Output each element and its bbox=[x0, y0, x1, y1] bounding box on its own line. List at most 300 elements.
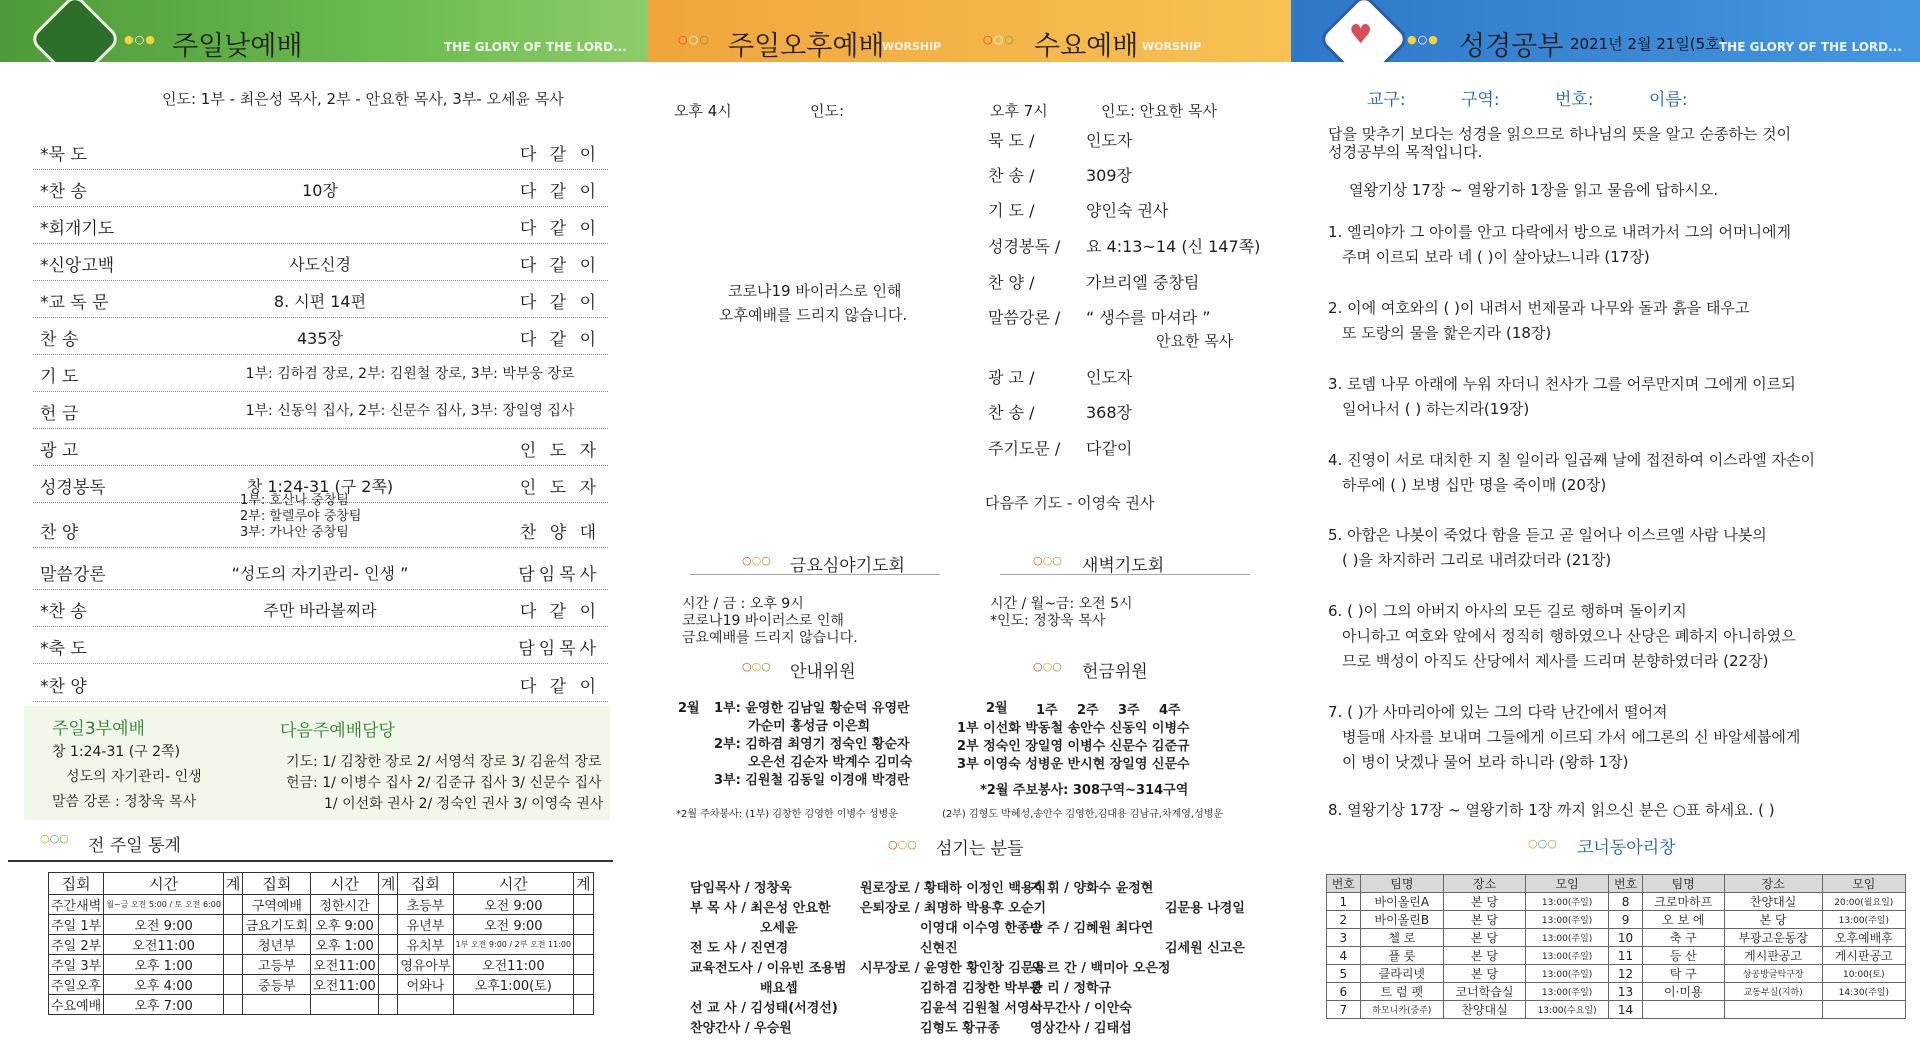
stats-cell bbox=[378, 935, 398, 955]
stats-cell: 초등부 bbox=[398, 895, 453, 915]
servant-line: 전 도 사 / 진연경 bbox=[690, 941, 789, 956]
club-cell: 본 당 bbox=[1444, 929, 1526, 947]
club-header: 모임 bbox=[1525, 875, 1608, 893]
club-row bbox=[1327, 893, 1906, 911]
club-cell: 축 구 bbox=[1642, 929, 1724, 947]
wed-content: “ 생수를 마셔라 ” bbox=[1086, 308, 1211, 327]
divider bbox=[33, 243, 608, 244]
divider bbox=[33, 701, 608, 702]
question-line: 4. 진영이 서로 대치한 지 칠 일이라 일곱째 날에 접전하여 이스라엘 자손이 bbox=[1328, 451, 1815, 469]
servant-line: 부 목 사 / 최은성 안요한 bbox=[690, 901, 831, 916]
stats-cell: 오후 1:00 bbox=[311, 935, 379, 955]
servant-line: 시무장로 / 윤영한 황인창 김문용 bbox=[860, 961, 1047, 976]
stats-cell: 오후 4:00 bbox=[104, 975, 224, 995]
dots-icon: ○○○ bbox=[678, 33, 710, 46]
stats-header: 계 bbox=[223, 873, 243, 895]
stats-cell: 금요기도회 bbox=[243, 915, 311, 935]
wed-content: 인도자 bbox=[1086, 368, 1133, 387]
club-cell: 본 당 bbox=[1444, 911, 1526, 929]
divider bbox=[33, 547, 608, 548]
divider bbox=[33, 169, 608, 170]
servant-line: 이영대 이수영 한종승 bbox=[920, 921, 1043, 936]
club-row bbox=[1327, 929, 1906, 947]
order-by: 담임목사 bbox=[518, 639, 600, 659]
friday-line-2: 코로나19 바이러스로 인해 bbox=[682, 613, 844, 629]
offering-line: 3부 이영숙 성병운 반시현 장일영 신문수 bbox=[957, 757, 1190, 772]
club-cell: 하모니카(중주) bbox=[1360, 1001, 1444, 1019]
club-cell bbox=[1724, 1001, 1822, 1019]
club-title: 코너동아리창 bbox=[1577, 838, 1676, 858]
club-cell: 바이올린B bbox=[1360, 911, 1444, 929]
choir-2: 2부: 할렐루야 중창팀 bbox=[240, 509, 362, 524]
club-cell: 14:30(주일) bbox=[1822, 983, 1905, 1001]
sunday-leaders: 인도: 1부 - 최은성 목사, 2부 - 안요한 목사, 3부- 오세윤 목사 bbox=[162, 90, 564, 108]
stats-cell: 오전11:00 bbox=[311, 975, 379, 995]
stats-row bbox=[49, 895, 594, 915]
divider bbox=[33, 280, 608, 281]
divider bbox=[8, 860, 613, 862]
servant-line: 선 교 사 / 김성태(서경선) bbox=[690, 1001, 838, 1016]
servant-line: 원로장로 / 황태하 이정인 백용식 bbox=[860, 881, 1047, 896]
ushers-month: 2월 bbox=[678, 701, 700, 716]
question-line: 므로 백성이 아직도 산당에서 제사를 드리며 분향하였더라 (22장) bbox=[1342, 652, 1769, 670]
club-row bbox=[1327, 965, 1906, 983]
order-item: *교 독 문 bbox=[40, 293, 109, 313]
wed-item: 광 고 / bbox=[988, 368, 1035, 387]
stats-header: 집회 bbox=[243, 873, 311, 895]
club-cell: 8 bbox=[1609, 893, 1643, 911]
worship-tag: WORSHIP bbox=[882, 40, 942, 53]
stats-table bbox=[48, 872, 594, 1015]
afternoon-notice-2: 오후예배를 드리지 않습니다. bbox=[719, 306, 908, 324]
order-by: 찬 양 대 bbox=[519, 523, 600, 543]
club-header: 팀명 bbox=[1642, 875, 1724, 893]
dawn-line-2: *인도: 정창욱 목사 bbox=[990, 613, 1106, 629]
stats-cell: 오후 1:00 bbox=[104, 955, 224, 975]
bible-tag: THE GLORY OF THE LORD... bbox=[1719, 40, 1902, 54]
third-text: 창 1:24-31 (구 2쪽) bbox=[52, 744, 181, 760]
club-cell: 13:00(주일) bbox=[1525, 947, 1608, 965]
order-by: 다 같 이 bbox=[519, 602, 600, 622]
ushers-title: 안내위원 bbox=[790, 662, 856, 682]
offering-title: 헌금위원 bbox=[1082, 662, 1148, 682]
club-cell: 13:00(주일) bbox=[1525, 911, 1608, 929]
order-by: 다 같 이 bbox=[519, 677, 600, 697]
friday-title: 금요심야기도회 bbox=[790, 556, 905, 576]
servant-line: 사무간사 / 이안숙 bbox=[1030, 1001, 1132, 1016]
bible-intro-2: 성경공부의 목적입니다. bbox=[1328, 143, 1483, 161]
question-line: 아니하고 여호와 앞에서 정직히 행하였으나 산당은 폐하지 아니하였으 bbox=[1342, 627, 1796, 645]
stats-cell: 1부 오전 9:00 / 2부 오전 11:00 bbox=[453, 935, 574, 955]
stats-cell bbox=[398, 995, 453, 1015]
club-cell: 찬양대실 bbox=[1444, 1001, 1526, 1019]
club-cell: 10:00(토) bbox=[1822, 965, 1905, 983]
stats-header: 시간 bbox=[311, 873, 379, 895]
dawn-title: 새벽기도회 bbox=[1082, 556, 1165, 576]
order-item: *찬 양 bbox=[40, 677, 87, 697]
third-preacher: 말씀 강론 : 정창욱 목사 bbox=[52, 794, 197, 810]
wed-item: 묵 도 / bbox=[988, 131, 1035, 150]
club-cell: 2 bbox=[1327, 911, 1361, 929]
stats-cell bbox=[223, 915, 243, 935]
servant-line: 은퇴장로 / 최명하 박용후 오순기 bbox=[860, 901, 1047, 916]
club-cell: 13 bbox=[1609, 983, 1643, 1001]
club-cell bbox=[1642, 1001, 1724, 1019]
wed-content: 309장 bbox=[1086, 166, 1132, 185]
usher-line: 오은선 김순자 박계수 김미숙 bbox=[748, 755, 913, 770]
wed-content: 가브리엘 중창팀 bbox=[1086, 273, 1200, 292]
club-cell: 첼 로 bbox=[1360, 929, 1444, 947]
servant-line: 교육전도사 / 이유빈 조용범 bbox=[690, 961, 847, 976]
club-cell: 13:00(주일) bbox=[1525, 965, 1608, 983]
next-prayer: 기도: 1/ 김창한 장로 2/ 서영석 장로 3/ 김윤석 장로 bbox=[286, 754, 602, 770]
order-content: 창 1:24-31 (구 2쪽) bbox=[246, 477, 394, 496]
stats-cell bbox=[223, 935, 243, 955]
bible-field-label: 구역: bbox=[1461, 90, 1500, 110]
wednesday-preacher: 안요한 목사 bbox=[1156, 332, 1234, 350]
club-cell: 13:00(주일) bbox=[1525, 929, 1608, 947]
question-line: ( )을 차지하러 그리로 내려갔더라 (21장) bbox=[1342, 551, 1612, 569]
order-by: 인 도 자 bbox=[519, 441, 600, 461]
club-cell: 부광고운동장 bbox=[1724, 929, 1822, 947]
offering-line: 2부 정숙인 장일영 이병수 신문수 김준규 bbox=[957, 739, 1190, 754]
dots-icon: ○○○ bbox=[1528, 837, 1557, 850]
bible-field-label: 이름: bbox=[1649, 90, 1688, 110]
club-row bbox=[1327, 911, 1906, 929]
club-cell: 탁 구 bbox=[1642, 965, 1724, 983]
divider bbox=[33, 589, 608, 590]
usher-line: 1부: 윤영한 김남일 황순덕 유영란 bbox=[714, 701, 910, 716]
servant-line: 반 주 / 김혜원 최다연 bbox=[1030, 921, 1154, 936]
stats-cell: 청년부 bbox=[243, 935, 311, 955]
stats-cell: 오전 9:00 bbox=[453, 895, 574, 915]
stats-cell: 주간새벽 bbox=[49, 895, 104, 915]
club-cell: 클라리넷 bbox=[1360, 965, 1444, 983]
order-content: 1부: 신동익 집사, 2부: 신문수 집사, 3부: 장일영 집사 bbox=[245, 403, 575, 419]
offering-note-2: (2부) 김형도 박혜성,송안수 김영한,김대용 김남규,차계영,성병운 bbox=[942, 809, 1224, 820]
usher-line: 2부: 김하겸 최영기 정숙인 황순자 bbox=[714, 737, 910, 752]
stats-cell: 고등부 bbox=[243, 955, 311, 975]
wed-content: 368장 bbox=[1086, 403, 1132, 422]
club-cell: 6 bbox=[1327, 983, 1361, 1001]
servant-line: 신현진 bbox=[920, 941, 958, 956]
order-item: *찬 송 bbox=[40, 602, 87, 622]
order-by: 다 같 이 bbox=[519, 330, 600, 350]
stats-header: 집회 bbox=[398, 873, 453, 895]
order-item: *묵 도 bbox=[40, 145, 87, 165]
next-offering-2: 1/ 이선화 권사 2/ 정숙인 권사 3/ 이영숙 권사 bbox=[324, 796, 604, 812]
stats-header: 계 bbox=[574, 873, 594, 895]
stats-cell bbox=[378, 995, 398, 1015]
club-cell: 11 bbox=[1609, 947, 1643, 965]
stats-cell: 정한시간 bbox=[311, 895, 379, 915]
bible-field-label: 번호: bbox=[1555, 90, 1594, 110]
wed-item: 주기도문 / bbox=[988, 439, 1061, 458]
stats-cell: 주일 3부 bbox=[49, 955, 104, 975]
dawn-line-1: 시간 / 월~금: 오전 5시 bbox=[990, 596, 1133, 612]
usher-line: 3부: 김원철 김동일 이경애 박경란 bbox=[714, 773, 910, 788]
wed-item: 성경봉독 / bbox=[988, 237, 1061, 256]
next-offering: 헌금: 1/ 이병수 집사 2/ 김준규 집사 3/ 신문수 집사 bbox=[286, 775, 602, 791]
club-cell: 교동부실(지하) bbox=[1724, 983, 1822, 1001]
stats-cell bbox=[223, 895, 243, 915]
question-line: 이 병이 낫겠나 물어 보라 하니라 (왕하 1장) bbox=[1342, 753, 1629, 771]
stats-cell bbox=[378, 955, 398, 975]
afternoon-title: 주일오후예배 bbox=[728, 31, 885, 62]
club-cell: 10 bbox=[1609, 929, 1643, 947]
club-cell: 게시판공고 bbox=[1724, 947, 1822, 965]
stats-cell: 영유아부 bbox=[398, 955, 453, 975]
bible-date: 2021년 2월 21일(5호) bbox=[1570, 35, 1726, 53]
club-header: 팀명 bbox=[1360, 875, 1444, 893]
ushers-note: *2월 주차봉사: (1부) 김창한 김영한 이병수 성병운 bbox=[676, 809, 898, 820]
stats-cell bbox=[453, 995, 574, 1015]
stats-header: 시간 bbox=[453, 873, 574, 895]
club-cell: 14 bbox=[1609, 1001, 1643, 1019]
stats-cell: 월~금 오전 5:00 / 토 오전 6:00 bbox=[104, 895, 224, 915]
wednesday-time: 오후 7시 bbox=[990, 102, 1048, 120]
stats-cell: 오후 9:00 bbox=[311, 915, 379, 935]
question-line: 또 도랑의 물을 핥은지라 (18장) bbox=[1342, 324, 1552, 342]
stats-title: 전 주일 통계 bbox=[88, 836, 181, 856]
divider bbox=[33, 663, 608, 664]
stats-row bbox=[49, 955, 594, 975]
club-row bbox=[1327, 1001, 1906, 1019]
servant-line: 김세원 신고은 bbox=[1165, 941, 1245, 956]
servant-line: 김윤석 김원철 서영석 bbox=[920, 1001, 1043, 1016]
stats-cell: 오후 7:00 bbox=[104, 995, 224, 1015]
wed-item: 말씀강론 / bbox=[988, 308, 1061, 327]
club-cell: 본 당 bbox=[1444, 893, 1526, 911]
stats-row bbox=[49, 935, 594, 955]
wed-item: 기 도 / bbox=[988, 201, 1035, 220]
dots-icon: ○○○ bbox=[40, 832, 69, 845]
stats-cell: 어와나 bbox=[398, 975, 453, 995]
servant-line: 오세윤 bbox=[760, 921, 798, 936]
stats-cell bbox=[378, 895, 398, 915]
stats-cell: 유치부 bbox=[398, 935, 453, 955]
question-line: 주며 이르되 보라 네 ( )이 살아났느니라 (17장) bbox=[1342, 248, 1650, 266]
wed-item: 찬 양 / bbox=[988, 273, 1035, 292]
order-by: 다 같 이 bbox=[519, 293, 600, 313]
club-cell bbox=[1822, 1001, 1905, 1019]
club-cell: 찬양대실 bbox=[1724, 893, 1822, 911]
club-cell: 본 당 bbox=[1444, 965, 1526, 983]
club-cell: 이·미용 bbox=[1642, 983, 1724, 1001]
dots-icon: ○○○ bbox=[888, 838, 917, 851]
choir-1: 1부: 호산나 중창팀 bbox=[240, 493, 349, 508]
offering-week: 1주 bbox=[1036, 703, 1058, 718]
order-item: 찬 양 bbox=[40, 523, 79, 543]
servant-line: 김문용 나경일 bbox=[1165, 901, 1245, 916]
stats-cell: 오전 9:00 bbox=[453, 915, 574, 935]
stats-header: 시간 bbox=[104, 873, 224, 895]
stats-cell: 수요예배 bbox=[49, 995, 104, 1015]
bible-header-band bbox=[1291, 0, 1920, 62]
dots-icon: ○○○ bbox=[1033, 660, 1062, 673]
choir-list bbox=[240, 493, 361, 541]
dots-icon: ○○○ bbox=[742, 554, 771, 567]
order-item: *신앙고백 bbox=[40, 256, 115, 276]
dots-icon: ○○○ bbox=[983, 33, 1015, 46]
dots-icon: ●○● bbox=[124, 33, 156, 46]
usher-line: 가순미 홍성금 이은희 bbox=[748, 719, 871, 734]
club-cell: 상공방글탁구장 bbox=[1724, 965, 1822, 983]
sunday-tag: THE GLORY OF THE LORD... bbox=[444, 40, 627, 54]
club-cell: 1 bbox=[1327, 893, 1361, 911]
club-cell: 오 보 에 bbox=[1642, 911, 1724, 929]
order-by: 인 도 자 bbox=[519, 478, 600, 498]
servant-line: 김형도 황규종 bbox=[920, 1021, 1000, 1036]
afternoon-leader: 인도: bbox=[810, 102, 845, 120]
club-cell: 4 bbox=[1327, 947, 1361, 965]
stats-cell bbox=[574, 995, 594, 1015]
stats-cell bbox=[378, 915, 398, 935]
dots-icon: ○○○ bbox=[742, 660, 771, 673]
stats-cell bbox=[574, 975, 594, 995]
divider bbox=[33, 626, 608, 627]
divider bbox=[33, 206, 608, 207]
club-header: 장소 bbox=[1444, 875, 1526, 893]
stats-header: 집회 bbox=[49, 873, 104, 895]
stats-cell: 오후1:00(토) bbox=[453, 975, 574, 995]
stats-cell bbox=[223, 955, 243, 975]
bible-intro-1: 답을 맞추기 보다는 성경을 읽으므로 하나님의 뜻을 알고 순종하는 것이 bbox=[1328, 125, 1792, 143]
wednesday-leader: 인도: 안요한 목사 bbox=[1101, 102, 1218, 120]
wed-content: 요 4:13~14 (신 147쪽) bbox=[1086, 237, 1261, 256]
question-line: 6. ( )이 그의 아버지 아사의 모든 길로 행하며 돌이키지 bbox=[1328, 602, 1687, 620]
order-by: 다 같 이 bbox=[519, 219, 600, 239]
servant-line: 영상간사 / 김태섭 bbox=[1030, 1021, 1132, 1036]
stats-cell bbox=[223, 975, 243, 995]
wed-item: 찬 송 / bbox=[988, 403, 1035, 422]
stats-cell bbox=[574, 895, 594, 915]
club-cell: 바이올린A bbox=[1360, 893, 1444, 911]
stats-header: 계 bbox=[378, 873, 398, 895]
offering-note: *2월 주보봉사: 308구역~314구역 bbox=[980, 783, 1189, 798]
club-cell: 12 bbox=[1609, 965, 1643, 983]
worship-tag-2: WORSHIP bbox=[1142, 40, 1202, 53]
sunday-badge-icon bbox=[28, 0, 121, 62]
stats-cell bbox=[574, 955, 594, 975]
stats-cell bbox=[574, 915, 594, 935]
servant-line: 담임목사 / 정창욱 bbox=[690, 881, 792, 896]
servant-line: 김하겸 김창한 박부웅 bbox=[920, 981, 1043, 996]
servant-line: 찬양간사 / 우승원 bbox=[690, 1021, 792, 1036]
order-item: 광 고 bbox=[40, 441, 79, 461]
club-header: 번호 bbox=[1609, 875, 1643, 893]
stats-cell: 오전11:00 bbox=[453, 955, 574, 975]
order-item: 헌 금 bbox=[40, 404, 79, 424]
divider bbox=[690, 574, 940, 575]
stats-cell: 오전11:00 bbox=[104, 935, 224, 955]
dots-icon: ●○● bbox=[1407, 33, 1439, 46]
offering-month: 2월 bbox=[986, 701, 1008, 716]
order-by: 다 같 이 bbox=[519, 182, 600, 202]
order-item: 말씀강론 bbox=[40, 565, 106, 585]
stats-cell: 오전11:00 bbox=[311, 955, 379, 975]
question-line: 5. 아합은 나봇이 죽었다 함을 듣고 곧 일어나 이스르엘 사람 나봇의 bbox=[1328, 526, 1767, 544]
question-line: 1. 엘리야가 그 아이를 안고 다락에서 방으로 내려가서 그의 어머니에게 bbox=[1328, 223, 1791, 241]
order-content: 주만 바라볼찌라 bbox=[263, 601, 377, 620]
stats-cell bbox=[243, 995, 311, 1015]
order-item: 성경봉독 bbox=[40, 478, 106, 498]
third-sermon: 성도의 자기관리- 인생 bbox=[66, 769, 202, 785]
club-cell: 코너학습실 bbox=[1444, 983, 1526, 1001]
order-item: *축 도 bbox=[40, 639, 87, 659]
club-cell: 13:00(수요일) bbox=[1525, 1001, 1608, 1019]
order-item: *회개기도 bbox=[40, 219, 115, 239]
stats-cell: 주일오후 bbox=[49, 975, 104, 995]
stats-cell: 주일 2부 bbox=[49, 935, 104, 955]
afternoon-header-band bbox=[648, 0, 1291, 62]
question-line: 8. 열왕기상 17장 ~ 열왕기하 1장 까지 읽으신 분은 ○표 하세요. ( ) bbox=[1328, 801, 1775, 819]
offering-week: 4주 bbox=[1159, 703, 1181, 718]
friday-line-3: 금요예배를 드리지 않습니다. bbox=[682, 630, 858, 646]
wed-content: 양인숙 권사 bbox=[1086, 201, 1169, 220]
bible-instruction: 열왕기상 17장 ~ 열왕기하 1장을 읽고 물음에 답하시오. bbox=[1349, 181, 1719, 199]
order-content: “성도의 자기관리- 인생 ” bbox=[231, 564, 409, 583]
stats-cell bbox=[378, 975, 398, 995]
club-header: 번호 bbox=[1327, 875, 1361, 893]
afternoon-notice-1: 코로나19 바이러스로 인해 bbox=[728, 282, 902, 300]
offering-week: 2주 bbox=[1077, 703, 1099, 718]
club-table bbox=[1326, 874, 1906, 1019]
third-title: 주일3부예배 bbox=[52, 719, 145, 739]
stats-cell bbox=[311, 995, 379, 1015]
club-cell: 오후예배후 bbox=[1822, 929, 1905, 947]
order-item: *찬 송 bbox=[40, 182, 87, 202]
wednesday-title: 수요예배 bbox=[1034, 31, 1139, 62]
question-line: 일어나서 ( ) 하는지라(19장) bbox=[1342, 400, 1530, 418]
stats-cell bbox=[223, 995, 243, 1015]
divider bbox=[33, 354, 608, 355]
club-cell: 3 bbox=[1327, 929, 1361, 947]
servants-title: 섬기는 분들 bbox=[936, 839, 1024, 859]
stats-cell: 구역예배 bbox=[243, 895, 311, 915]
question-line: 3. 로뎀 나무 아래에 누워 자더니 천사가 그를 어루만지며 그에게 이르되 bbox=[1328, 375, 1796, 393]
order-content: 1부: 김하겸 장로, 2부: 김원철 장로, 3부: 박부웅 장로 bbox=[245, 366, 575, 382]
stats-row bbox=[49, 995, 594, 1015]
order-content: 435장 bbox=[297, 329, 343, 348]
question-line: 하루에 ( ) 보병 십만 명을 죽이매 (20장) bbox=[1342, 476, 1607, 494]
club-header: 장소 bbox=[1724, 875, 1822, 893]
sunday-header-band bbox=[0, 0, 648, 62]
servant-line: 오 르 간 / 백미아 오은정 bbox=[1030, 961, 1171, 976]
club-cell: 7 bbox=[1327, 1001, 1361, 1019]
club-cell: 13:00(주일) bbox=[1525, 983, 1608, 1001]
order-by: 담임목사 bbox=[518, 565, 600, 585]
choir-3: 3부: 가나안 중창팀 bbox=[240, 525, 349, 540]
wed-content: 다같이 bbox=[1086, 439, 1133, 458]
order-item: 찬 송 bbox=[40, 330, 79, 350]
stats-cell bbox=[574, 935, 594, 955]
club-row bbox=[1327, 983, 1906, 1001]
question-line: 병들매 사자를 보내며 그들에게 이르되 가서 에그론의 신 바알세붑에게 bbox=[1342, 728, 1801, 746]
friday-line-1: 시간 / 금 : 오후 9시 bbox=[682, 596, 804, 612]
bible-title: 성경공부 bbox=[1459, 31, 1564, 62]
order-by: 다 같 이 bbox=[519, 145, 600, 165]
afternoon-time: 오후 4시 bbox=[674, 102, 732, 120]
heart-icon: ♥ bbox=[1349, 20, 1373, 50]
club-cell: 크로마하프 bbox=[1642, 893, 1724, 911]
order-item: 기 도 bbox=[40, 367, 79, 387]
servant-line: 지 휘 / 양화수 윤정현 bbox=[1030, 881, 1154, 896]
club-cell: 9 bbox=[1609, 911, 1643, 929]
wednesday-next-prayer: 다음주 기도 - 이영숙 권사 bbox=[985, 494, 1155, 512]
next-title: 다음주예배담당 bbox=[280, 721, 395, 741]
order-content: 사도신경 bbox=[289, 255, 351, 274]
